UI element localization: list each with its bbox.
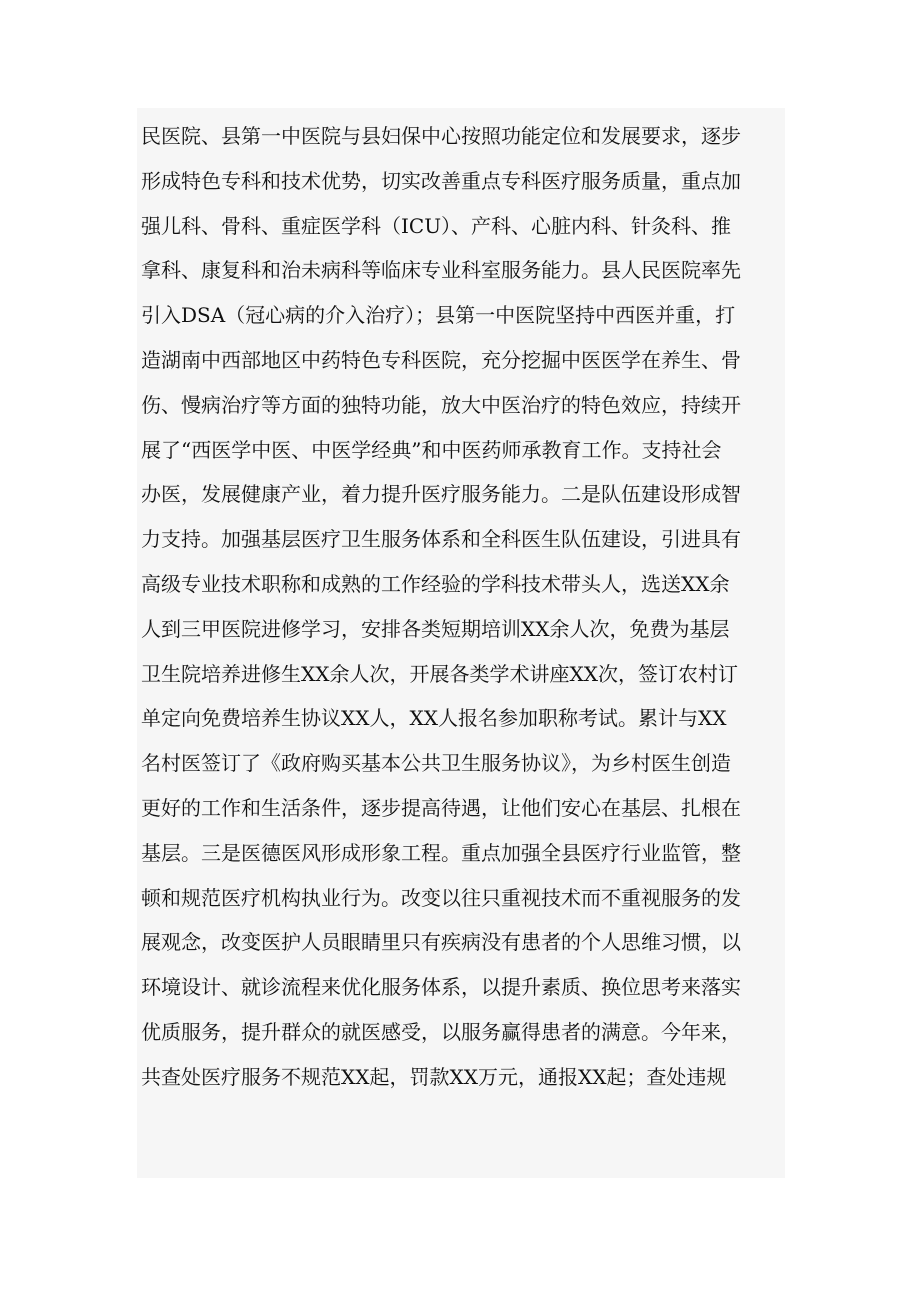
text-line: 人到三甲医院进修学习，安排各类短期培训XX余人次，免费为基层 [141, 616, 730, 641]
text-line: 共查处医疗服务不规范XX起，罚款XX万元，通报XX起；查处违规 [141, 1064, 727, 1089]
text-line: 办医，发展健康产业，着力提升医疗服务能力。二是队伍建设形成智 [141, 482, 741, 507]
text-line: 顿和规范医疗机构执业行为。改变以往只重视技术而不重视服务的发 [141, 885, 741, 910]
text-line: 展观念，改变医护人员眼睛里只有疾病没有患者的个人思维习惯，以 [141, 930, 741, 955]
text-line: 更好的工作和生活条件，逐步提高待遇，让他们安心在基层、扎根在 [141, 795, 741, 820]
text-line: 单定向免费培养生协议XX人，XX人报名参加职称考试。累计与XX [141, 706, 727, 731]
text-line: 形成特色专科和技术优势，切实改善重点专科医疗服务质量，重点加 [141, 168, 741, 193]
text-line: 拿科、康复科和治未病科等临床专业科室服务能力。县人民医院率先 [141, 258, 741, 283]
text-line: 引入DSA（冠心病的介入治疗）；县第一中医院坚持中西医并重，打 [141, 303, 736, 328]
text-line: 力支持。加强基层医疗卫生服务体系和全科医生队伍建设，引进具有 [141, 527, 741, 552]
text-line: 基层。三是医德医风形成形象工程。重点加强全县医疗行业监管，整 [141, 840, 741, 865]
text-line: 展了“西医学中医、中医学经典”和中医药师承教育工作。支持社会 [141, 437, 722, 462]
text-line: 卫生院培养进修生XX余人次，开展各类学术讲座XX次，签订农村订 [141, 661, 738, 686]
text-line: 名村医签订了《政府购买基本公共卫生服务协议》，为乡村医生创造 [141, 751, 731, 776]
text-line: 优质服务，提升群众的就医感受，以服务赢得患者的满意。今年来， [141, 1019, 741, 1044]
text-line: 强儿科、骨科、重症医学科（ICU）、产科、心脏内科、针灸科、推 [141, 213, 732, 238]
text-line: 环境设计、就诊流程来优化服务体系，以提升素质、换位思考来落实 [141, 975, 741, 1000]
text-line: 造湖南中西部地区中药特色专科医院，充分挖掘中医医学在养生、骨 [141, 347, 741, 372]
text-line: 伤、慢病治疗等方面的独特功能，放大中医治疗的特色效应，持续开 [141, 392, 741, 417]
text-line: 民医院、县第一中医院与县妇保中心按照功能定位和发展要求，逐步 [141, 124, 741, 148]
document-body [137, 108, 785, 1178]
text-line: 高级专业技术职称和成熟的工作经验的学科技术带头人，选送XX余 [141, 571, 730, 596]
